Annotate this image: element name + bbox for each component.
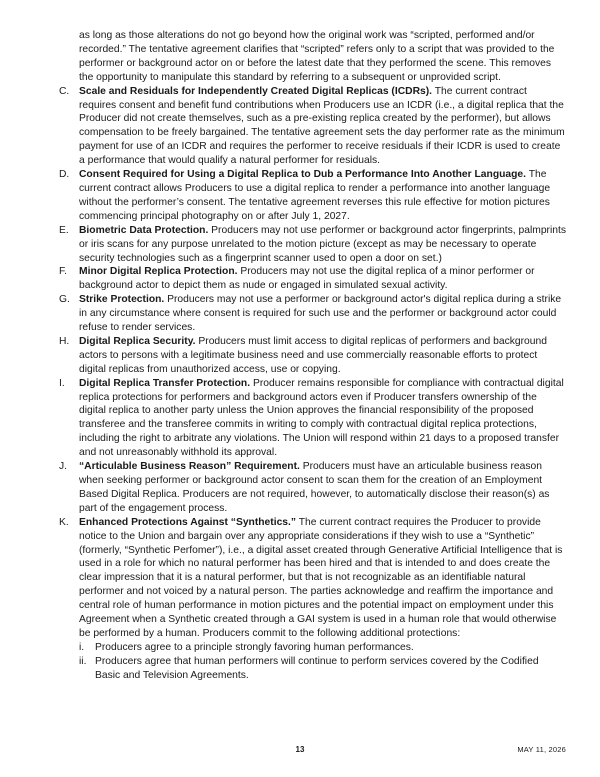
item-letter: D. (59, 169, 70, 181)
provision-item (58, 85, 566, 168)
sub-item-numeral: i. (79, 641, 85, 653)
item-body: Producers may not use a performer or background actor's digital replica during a strike in any circumstance where consent is required for such use and the performer or background actor could refuse to render services. (79, 294, 562, 334)
item-heading: Enhanced Protections Against “Synthetics.” (79, 516, 297, 528)
item-letter: E. (59, 224, 69, 236)
item-body: Producers must have an articulable business reason when seeking performer or background actor consent to scan them for the creation of an Employment Based Digital Replica. Producers are not required, however, to automatically disclose their reason(s) as part of the engagement process. (79, 461, 550, 514)
item-body: The current contract requires consent and benefit fund contributions when Producers use an ICDR (i.e., a digital replica that the Producer did not create themselves, such as a pre-existing replica created by the performer), but allows compensation to be freely bargained. The tentative agreement sets the day performer rate as the minimum payment for use of an ICDR and requires the performer to receive residuals if their ICDR is used to create a performance that would qualify a natural performer for residuals. (79, 85, 565, 167)
page-content (58, 29, 566, 683)
page-number: 13 (295, 745, 305, 754)
sub-item (79, 641, 566, 655)
item-heading: “Articulable Business Reason” Requirement. (79, 461, 300, 473)
sub-item-numeral: ii. (79, 655, 87, 667)
item-heading: Consent Required for Using a Digital Replica to Dub a Performance Into Another Language. (79, 169, 527, 181)
sub-item-text: Producers agree to a principle strongly favoring human performances. (95, 641, 414, 653)
item-body: Producers must limit access to digital replicas of performers and background actors to persons with a legitimate business need and use commercially reasonable efforts to protect digital replicas from unauthorized access, use or copying. (79, 335, 547, 375)
provision-item (58, 293, 566, 335)
item-body: Producer remains responsible for compliance with contractual digital replica protections for performers and background actors even if Producer transfers ownership of the digital replica to another party unless the Union approves the financial responsibility of the proposed transferee and the transferee commits in writing to comply with contractual digital replica protections, including the right to arbitrate any violations. The Union will respond within 21 days to a proposed transfer and not unreasonably withhold its approval. (79, 377, 564, 459)
item-body: Producers may not use the digital replica of a minor performer or background actor to depict them as nude or engaged in simulated sexual activity. (79, 266, 535, 292)
item-heading: Strike Protection. (79, 294, 165, 306)
item-heading: Digital Replica Transfer Protection. (79, 377, 251, 389)
sub-list (79, 641, 566, 683)
provision-item (58, 377, 566, 460)
provision-item (58, 460, 566, 516)
item-body: The current contract allows Producers to use a digital replica to render a performance into another language without the performer’s consent. The tentative agreement reverses this rule effective for motion pictures commencing principal photography on or after July 1, 2027. (79, 169, 551, 222)
provision-item (58, 224, 566, 266)
item-body: Producers may not use performer or background actor fingerprints, palmprints or iris scans for any purpose unrelated to the motion picture (except as may be necessary to operate security technologies such as a fingerprint scanner used to open a door on set.) (79, 224, 567, 264)
provision-item (58, 265, 566, 293)
item-letter: I. (59, 377, 65, 389)
provision-item (58, 335, 566, 377)
item-body: The current contract requires the Producer to provide notice to the Union and bargain over any appropriate considerations if they wish to use a “Synthetic” (formerly, “Synthetic Perfomer”), i.e., a digital asset created through Generative Artificial Intelligence that is used in a role for which no natural performer has been hired and that is intended to and does create the clear impression that it is a natural performer, but that is not recognizable as an identifiable natural performer and not voiced by a natural person. The parties acknowledge and reaffirm the importance and central role of human performance in motion pictures and the potential impact on employment under this Agreement when a Synthetic created through a GAI system is used in a human role that would otherwise be performed by a human. Producers commit to the following additional protections: (79, 516, 563, 639)
sub-item (79, 655, 566, 683)
item-letter: G. (59, 294, 70, 306)
provision-item (58, 168, 566, 224)
item-heading: Digital Replica Security. (79, 335, 196, 347)
item-letter: C. (59, 85, 70, 97)
provisions-list (58, 85, 566, 683)
item-letter: F. (59, 266, 68, 278)
sub-item-text: Producers agree that human performers will continue to perform services covered by the Codified Basic and Television Agreements. (95, 655, 539, 681)
item-letter: K. (59, 516, 69, 528)
item-heading: Minor Digital Replica Protection. (79, 266, 238, 278)
provision-item (58, 516, 566, 683)
item-heading: Biometric Data Protection. (79, 224, 209, 236)
footer-date: MAY 11, 2026 (517, 745, 566, 754)
item-letter: J. (59, 461, 68, 473)
item-letter: H. (59, 335, 70, 347)
item-heading: Scale and Residuals for Independently Created Digital Replicas (ICDRs). (79, 85, 433, 97)
continued-paragraph: as long as those alterations do not go beyond how the original work was “scripted, performed and/or recorded.” The tentative agreement clarifies that “scripted” refers only to a script that was provided to the performer or background actor on or before the latest date that they performed the scene. This removes the opportunity to manipulate this standard by referring to a subsequent or unprovided script. (79, 30, 555, 83)
